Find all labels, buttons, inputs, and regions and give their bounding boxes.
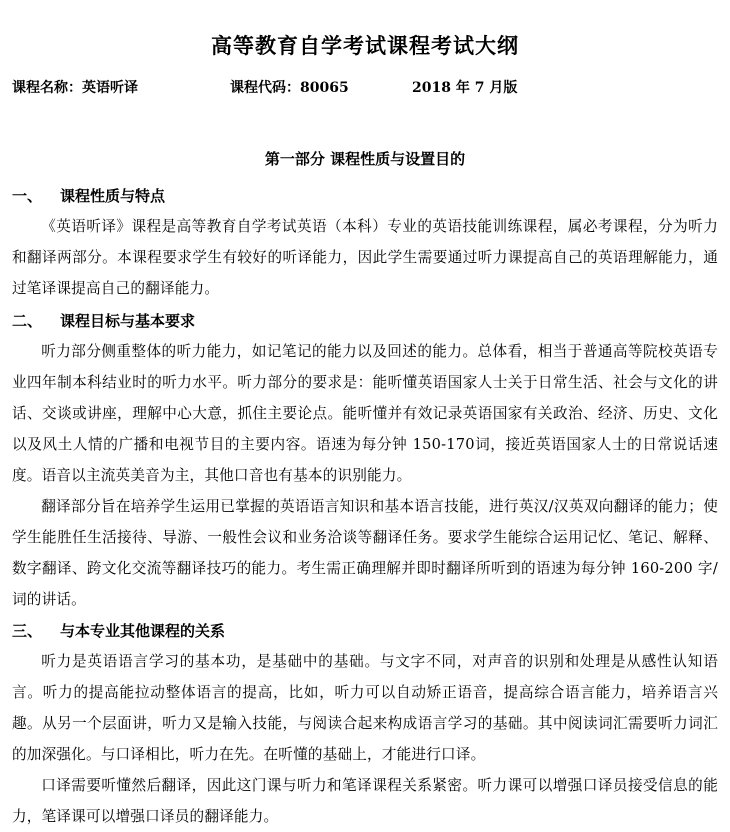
part-title: 第一部分 课程性质与设置目的 [264, 150, 466, 168]
section-heading-2 [12, 310, 195, 331]
course-code: 课程代码：80065 [230, 80, 349, 96]
section-heading-text: 课程性质与特点 [60, 187, 166, 205]
paragraph: 翻译部分旨在培养学生运用已掌握的英语语言知识和基本语言技能，进行英汉/汉英双向翻译的能力；使学生能胜任生活接待、导游、一般性会议和业务洽谈等翻译任务。要求学生能综合运用记忆、笔记、解释、数字翻译、跨文化交流等翻译技巧的能力。考生需正确理解并即时翻译所听到的语速为每分钟 160-200 字/词的讲话。 [12, 498, 718, 608]
paragraph: 《英语听译》课程是高等教育自学考试英语（本科）专业的英语技能训练课程，属必考课程，分为听力和翻译两部分。本课程要求学生有较好的听译能力，因此学生需要通过听力课提高自己的英语理解能力，通过笔译课提高自己的翻译能力。 [12, 218, 718, 297]
section-heading-3 [12, 620, 225, 641]
section-heading-text: 与本专业其他课程的关系 [60, 622, 226, 640]
course-name: 课程名称：英语听译 [12, 80, 138, 96]
section-heading-1 [12, 185, 165, 206]
paragraph: 听力部分侧重整体的听力能力，如记笔记的能力以及回述的能力。总体看，相当于普通高等院校英语专业四年制本科结业时的听力水平。听力部分的要求是：能听懂英语国家人士关于日常生活、社会与文化的讲话、交谈或讲座，理解中心大意，抓住主要论点。能听懂并有效记录英语国家有关政治、经济、历史、文化以及风土人情的广播和电视节目的主要内容。语速为每分钟 150-170词，接近英语国家人士的日常说话速度。语音以主流英美音为主，其他口音也有基本的识别能力。 [12, 343, 718, 484]
section-number: 一、 [12, 187, 43, 205]
edition-date: 2018 年 7 月版 [412, 80, 518, 96]
section-number: 三、 [12, 622, 43, 640]
paragraph: 口译需要听懂然后翻译，因此这门课与听力和笔译课程关系紧密。听力课可以增强口译员接受信息的能力，笔译课可以增强口译员的翻译能力。 [12, 777, 718, 825]
document-title: 高等教育自学考试课程考试大纲 [211, 33, 519, 58]
section-heading-text: 课程目标与基本要求 [60, 312, 196, 330]
paragraph: 听力是英语语言学习的基本功，是基础中的基础。与文字不同，对声音的识别和处理是从感性认知语言。听力的提高能拉动整体语言的提高，比如，听力可以自动矫正语音，提高综合语言能力，培养语言兴趣。从另一个层面讲，听力又是输入技能，与阅读合起来构成语言学习的基础。其中阅读词汇需要听力词汇的加深强化。与口译相比，听力在先。在听懂的基础上，才能进行口译。 [12, 653, 718, 763]
section-number: 二、 [12, 312, 43, 330]
